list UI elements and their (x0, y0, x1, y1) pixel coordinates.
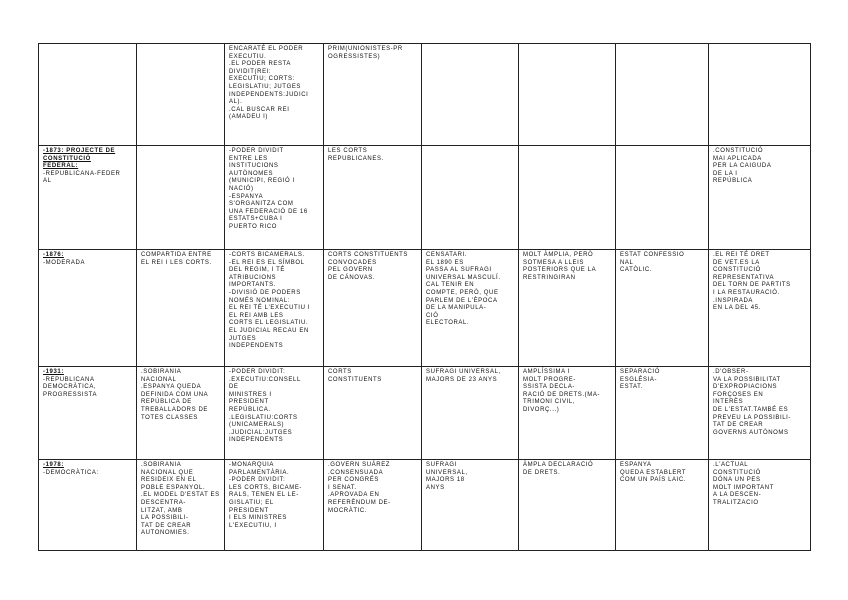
cell-text: ESPANYA QUEDA ESTABLERT COM UN PAÍS LAIC. (620, 462, 687, 484)
table-cell (709, 460, 811, 551)
table-cell (225, 250, 324, 367)
cell-text: -REPUBLICANA-FEDER AL (43, 170, 121, 185)
cell-text: SEPARACIÓ ESGLÉSIA- ESTAT. (620, 369, 660, 391)
cell-text: -PODER DIVIDIT: .EXECUTIU:CONSELL DE MINISTRES I PRESIDENT REPÚBLICA. .LEGISLATIU:CORTS (UNICAMERALS) .JUDICIAL:JUTGES INDEPENDENTS (229, 369, 301, 444)
cell-text: -PODER DIVIDIT ENTRE LES INSTITUCIONS AUTÒNOMES (MUNICIPI, REGIÓ I NACIÓ) -ESPANYA S'ORGANITZA COM UNA FEDERACIÓ DE 16 ESTATS+CUBA I PUERTO RICO (229, 148, 308, 230)
cell-text: CORTS CONSTITUENTS CONVOCADES PEL GOVERN DE CÁNOVAS. (328, 252, 409, 281)
cell-text: -REPUBLICANA DEMOCRÀTICA, PROGRESSISTA (43, 376, 98, 398)
cell-text: .L'ACTUAL CONSTITUCIÓ DÓNA UN PES MOLT IMPORTANT A LA DESCEN- TRALITZACIO (713, 462, 774, 506)
table-cell (616, 250, 709, 367)
table-cell (709, 44, 811, 146)
cell-text: SUFRAGI UNIVERSAL, MAJORS 18 ANYS (426, 462, 468, 491)
table-cell (422, 367, 519, 460)
table-row (39, 460, 811, 551)
table-cell (225, 146, 324, 250)
cell-text: AMPLÍSSIMA I MOLT PROGRE- SSISTA DECLA- RACIÓ DE DRETS.(MA- TRIMONI CIVIL, DIVORÇ...) (523, 369, 601, 413)
table-row (39, 250, 811, 367)
table-cell (39, 250, 137, 367)
table-cell (225, 367, 324, 460)
table-cell (709, 250, 811, 367)
cell-text: CORTS CONSTITUENTS (328, 369, 382, 383)
table-row (39, 367, 811, 460)
cell-text: COMPARTIDA ENTRE EL REI I LES CORTS. (141, 252, 212, 266)
table-cell (39, 460, 137, 551)
table-cell (39, 367, 137, 460)
table-cell (519, 250, 616, 367)
table-cell (519, 460, 616, 551)
cell-heading: -1978: (43, 462, 64, 468)
table-cell (137, 146, 225, 250)
cell-text: -CORTS BICAMERALS. -EL REI ES EL SÍMBOL DEL REGIM, I TÉ ATRIBUCIONS IMPORTANTS. -DIVISIÓ DE PODERS NOMÉS NOMINAL: EL REI TÉ L'EXECUTIU I EL REI AMB LES CORTS EL LEGISLATIU. EL JUDICIAL RECAU EN JUTGES INDEPENDENTS (229, 252, 311, 350)
cell-text: .SOBIRANIA NACIONAL .ESPANYA QUEDA DEFINIDA COM UNA REPÚBLICA DE TREBALLADORS DE TOTES CLASSES (141, 369, 209, 421)
table-cell (616, 460, 709, 551)
cell-text: SUFRAGI UNIVERSAL, MAJORS DE 23 ANYS (426, 369, 501, 383)
table-cell (39, 146, 137, 250)
table-cell (616, 44, 709, 146)
cell-text: .EL REI TÉ DRET DE VET.ES LA CONSTITUCIÓ REPRESENTATIVA DEL TORN DE PARTITS I LA RESTAURACIÓ. .INSPIRADA EN LA DEL 45. (713, 252, 791, 312)
table-cell (137, 44, 225, 146)
cell-text: CENSATARI. EL 1890 ES PASSA AL SUFRAGI UNIVERSAL MASCULÍ. CAL TENIR EN COMPTE, PERÒ, QUE PARLEM DE L'ÈPOCA DE LA MANIPULA- CIÓ ELECTORAL. (426, 252, 501, 327)
cell-heading: -1873: PROJECTE DE CONSTITUCIÓ FEDERAL: (43, 148, 116, 170)
cell-heading: -1876: (43, 252, 64, 258)
table-cell (225, 460, 324, 551)
table-cell (519, 146, 616, 250)
table-cell (422, 146, 519, 250)
cell-text: ENCARATÉ EL PODER EXECUTIU. .EL PODER RESTA DIVIDIT(REI: EXECUTIU; CORTS: LEGISLATIU; JUTGES INDEPENDENTS:JUDICI AL). .CAL BUSCAR REI (AMADEU I) (229, 46, 309, 121)
table-cell (39, 44, 137, 146)
cell-text: -MODERADA (43, 259, 86, 266)
cell-text: LES CORTS REPUBLICANES. (328, 148, 384, 162)
table-cell (137, 250, 225, 367)
cell-text: .GOVERN SUÁREZ .CONSENSUADA PER CONGRÉS I SENAT. .APROVADA EN REFERÈNDUM DE- MOCRÀTIC. (328, 462, 391, 514)
table-cell (324, 44, 422, 146)
constitutions-table (38, 43, 811, 551)
table-cell (137, 367, 225, 460)
table-cell (616, 146, 709, 250)
table-cell (422, 250, 519, 367)
table-cell (519, 367, 616, 460)
table-row (39, 146, 811, 250)
cell-text: PRIM(UNIONISTES-PR OGRESSISTES) (328, 46, 403, 60)
table-row (39, 44, 811, 146)
cell-text: .CONSTITUCIÓ MAI APLICADA PER LA CAIGUDA DE LA I REPÚBLICA (713, 148, 772, 185)
table-cell (324, 367, 422, 460)
cell-text: -DEMOCRÀTICA: (43, 469, 99, 476)
table-cell (519, 44, 616, 146)
table-cell (422, 460, 519, 551)
cell-text: ÀMPLA DECLARACIÓ DE DRETS. (523, 462, 594, 476)
table-cell (225, 44, 324, 146)
table-cell (422, 44, 519, 146)
cell-heading: -1931: (43, 369, 64, 375)
cell-text: -MONARQUIA PARLAMENTÀRIA. -PODER DIVIDIT: LES CORTS, BICAME- RALS, TENEN EL LE- GISLATIU; EL PRESIDENT I ELS MINISTRES L'EXECUTIU, I (229, 462, 303, 529)
cell-text: ESTAT CONFESSIO NAL CATÒLIC. (620, 252, 685, 274)
cell-text: .D'OBSER- VA LA POSSIBILITAT D'EXPROPIACIONS FORÇOSES EN INTERÈS DE L'ESTAT.TAMBÉ ES PREVEU LA POSSIBILI- TAT DE CREAR GOVERNS AUTÒNOMS (713, 369, 792, 436)
table-cell (137, 460, 225, 551)
table-cell (709, 146, 811, 250)
cell-text: .SOBIRANIA NACIONAL QUE RESIDEIX EN EL POBLE ESPANYOL. .EL MODEL D'ESTAT ES DESCENTRA- LITZAT, AMB LA POSSIBILI- TAT DE CREAR AUTONOMIES. (141, 462, 220, 537)
table-cell (324, 250, 422, 367)
table-cell (616, 367, 709, 460)
table-cell (709, 367, 811, 460)
table-cell (324, 146, 422, 250)
cell-text: MOLT ÀMPLIA, PERÒ SOTMESA A LLEIS POSTERIORS QUE LA RESTRINGIRAN (523, 252, 597, 281)
table-cell (324, 460, 422, 551)
